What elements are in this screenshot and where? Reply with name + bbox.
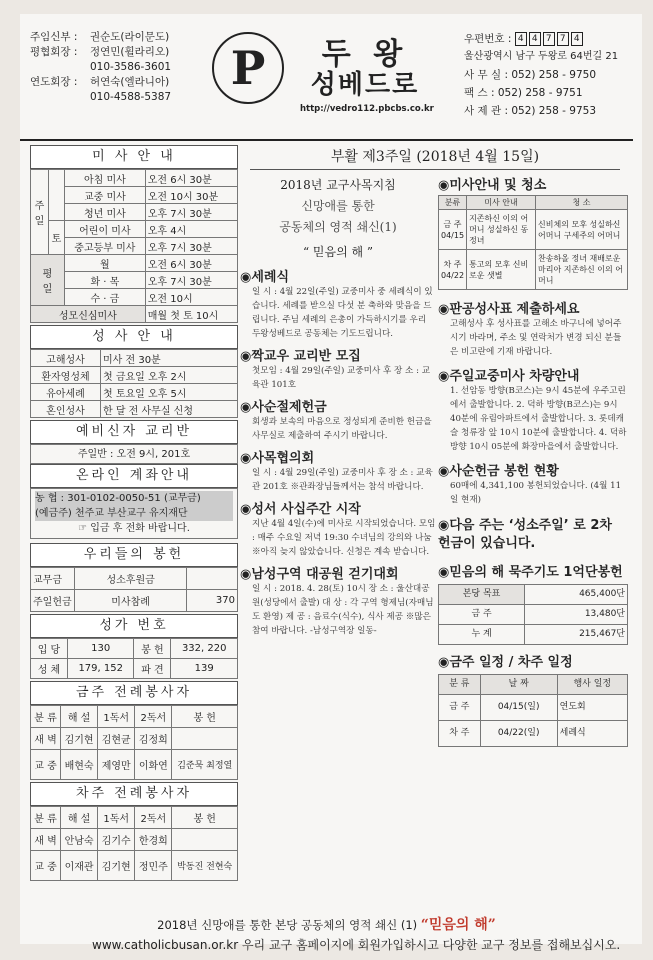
server-cell: 제영만 (98, 750, 135, 780)
article-title: ◉사목협의회 (240, 451, 315, 466)
servers-head: 봉 헌 (172, 706, 238, 728)
offering-title: 우리들의 봉헌 (30, 543, 238, 567)
mass-table (30, 169, 238, 323)
server-cell: 박동진 전현숙 (172, 851, 238, 881)
mc-cell: 금 주 04/15 (439, 210, 467, 250)
header-contact (464, 30, 618, 120)
theme-line3: 공동체의 영적 쇄신(1) (279, 220, 397, 234)
account-holder: (예금주) 천주교 부산교구 유지재단 (35, 506, 233, 521)
office-label: 사 무 실 : (464, 69, 508, 81)
sacrament-time: 미사 전 30분 (101, 350, 238, 367)
sacrament-name: 환자영성체 (31, 367, 101, 384)
account-title: 온라인 계좌안내 (30, 464, 238, 488)
rectory-phone: 052) 258 - 9753 (511, 105, 597, 117)
server-cell: 정민주 (135, 851, 172, 881)
hymn-label: 파 견 (134, 659, 171, 679)
article-title: ◉다음 주는 ‘성소주일’ 로 2차 헌금이 있습니다. (438, 518, 612, 551)
holy-hour-time: 매월 첫 토 10시 (145, 306, 237, 323)
account-box (30, 488, 238, 539)
sched-head: 행사 일정 (557, 675, 627, 695)
offering-label: 교무금 (31, 568, 75, 590)
mc-cell: 통고의 모후 신비로운 샛별 (467, 250, 536, 290)
catechumen-title: 예비신자 교리반 (30, 420, 238, 444)
article-body: 60매에 4,341,100 봉헌되었습니다. (4월 11일 현재) (450, 481, 622, 505)
this-week-servers-title: 금주 전례봉사자 (30, 681, 238, 705)
article-body: 일 시 : 4월 29일(주일) 교중미사 후 장 소 : 교육관 201호 ※관좌장님들께서는 참석 바랍니다. (252, 468, 433, 492)
league-phone: 010-4588-5387 (90, 91, 172, 103)
league-label: 연도회장 : (30, 76, 78, 88)
header-divider (20, 139, 633, 141)
servers-head: 해 설 (61, 807, 98, 829)
article-body: 고해성사 후 성사표를 고해소 바구니에 넣어주시기 바라며, 주소 및 연락처가 변경 되신 분들은 비고란에 기재 바랍니다. (450, 319, 622, 357)
league-name: 허연숙(엘라니아) (90, 76, 170, 88)
sacrament-name: 혼인성사 (31, 401, 101, 418)
left-column (30, 145, 238, 881)
article (438, 517, 628, 553)
rectory-label: 사 제 관 : (464, 105, 508, 117)
fund-label: 금 주 (439, 605, 525, 625)
article-title: ◉세례식 (240, 270, 290, 285)
fund-value: 215,467단 (525, 625, 628, 645)
parish-logo: P (212, 32, 284, 104)
mass-time: 오전 6시 30분 (145, 170, 237, 187)
mc-head: 분류 (439, 196, 467, 210)
zip-digit: 4 (529, 32, 541, 46)
schedule-title: ◉금주 일정 / 차주 일정 (438, 655, 573, 670)
article (438, 464, 628, 507)
mass-time: 오전 10시 30분 (145, 187, 237, 204)
fax-phone: 052) 258 - 9751 (497, 87, 583, 99)
article-title: ◉주일교중미사 차량안내 (438, 369, 580, 384)
offering-value (187, 568, 238, 590)
sacrament-table (30, 349, 238, 418)
sacrament-time: 첫 금요일 오후 2시 (101, 367, 238, 384)
article-title: ◉남성구역 대공원 걷기대회 (240, 567, 399, 582)
sched-cell: 04/22(일) (480, 721, 557, 747)
sched-cell: 04/15(일) (480, 695, 557, 721)
fund-table (438, 584, 628, 645)
mass-name: 청년 미사 (65, 204, 146, 221)
server-cell: 김현균 (98, 728, 135, 750)
council-name: 정연민(휠라리오) (90, 46, 170, 58)
mass-time: 오후 7시 30분 (145, 238, 237, 255)
server-cell: 배현숙 (61, 750, 98, 780)
server-cell: 김정희 (135, 728, 172, 750)
parish-title (300, 37, 430, 100)
theme-line4: “ 믿음의 해 ” (302, 245, 374, 259)
account-note: ☞ 입금 후 전화 바랍니다. (78, 523, 190, 534)
hymn-number: 139 (171, 659, 238, 679)
hymn-number: 332, 220 (171, 639, 238, 659)
mass-time: 오전 10시 (145, 289, 237, 306)
footer-theme-text: 2018년 신망애를 통한 본당 공동체의 영적 쇄신 (1) (157, 918, 418, 932)
article (438, 369, 628, 454)
council-phone: 010-3586-3601 (90, 61, 172, 73)
sunday-label: 주 일 (31, 170, 49, 255)
right-column (438, 174, 628, 747)
sacrament-time: 첫 토요일 오후 5시 (101, 384, 238, 401)
hymn-label: 봉 헌 (134, 639, 171, 659)
mass-name: 아침 미사 (65, 170, 146, 187)
mass-name: 어린이 미사 (65, 221, 146, 238)
mass-name: 월 (65, 255, 146, 272)
mc-cell: 차 주 04/22 (439, 250, 467, 290)
council-label: 평협회장 : (30, 46, 78, 58)
footer-website[interactable]: www.catholicbusan.or.kr 우리 교구 홈페이지에 회원가입하시고 다양한 교구 정보를 접해보십시오. (92, 938, 621, 952)
schedule-table (438, 674, 628, 747)
servers-head: 해 설 (61, 706, 98, 728)
fund-label: 누 계 (439, 625, 525, 645)
article-title: ◉사순헌금 봉헌 현황 (438, 464, 559, 479)
sacrament-time: 한 달 전 사무실 신청 (101, 401, 238, 418)
mass-name: 교중 미사 (65, 187, 146, 204)
mass-cleaning-table (438, 195, 628, 290)
theme-line1: 2018년 교구사목지침 (280, 178, 396, 192)
saturday-label: 토 (49, 221, 65, 255)
sacrament-name: 고해성사 (31, 350, 101, 367)
server-cell (172, 728, 238, 750)
server-cell: 이재관 (61, 851, 98, 881)
account-number: 농 협 : 301-0102-0050-51 (교무금) (35, 491, 233, 506)
server-cell: 새 벽 (31, 829, 61, 851)
server-cell: 안남숙 (61, 829, 98, 851)
fund-label: 본당 목표 (439, 585, 525, 605)
server-cell: 김준묵 최정열 (172, 750, 238, 780)
article-body: 일 시 : 4월 22일(주일) 교중미사 중 세례식이 있습니다. 세례를 받으실 다섯 분 축하와 맞음을 드립니다. 주님 세례의 은총이 가득하시기를 우리 두왕성베드로 공동체는 기도드립니다. (252, 287, 433, 339)
theme-line2: 신망애를 통한 (301, 199, 375, 213)
fund-title: ◉믿음의 해 묵주기도 1억단봉헌 (438, 565, 623, 580)
server-cell: 김기현 (61, 728, 98, 750)
article-title: ◉짝교우 교리반 모집 (240, 349, 361, 364)
this-week-servers-table (30, 705, 238, 780)
article (240, 502, 436, 559)
article (240, 400, 436, 443)
next-week-servers-title: 차주 전례봉사자 (30, 782, 238, 806)
servers-head: 분 류 (31, 706, 61, 728)
mass-name: 중고등부 미사 (65, 238, 146, 255)
office-phone: 052) 258 - 9750 (511, 69, 597, 81)
mass-name: 수 · 금 (65, 289, 146, 306)
servers-head: 봉 헌 (172, 807, 238, 829)
server-cell: 한경희 (135, 829, 172, 851)
catechumen-info: 주일반 : 오전 9시, 201호 (30, 444, 238, 464)
mass-time: 오후 7시 30분 (145, 204, 237, 221)
server-cell: 새 벽 (31, 728, 61, 750)
parish-url[interactable]: http://vedro112.pbcbs.co.kr (300, 104, 434, 114)
zip-boxes (515, 32, 583, 46)
zip-digit: 7 (557, 32, 569, 46)
mass-title: 미 사 안 내 (30, 145, 238, 169)
next-week-servers-table (30, 806, 238, 881)
article-title: ◉판공성사표 제출하세요 (438, 302, 580, 317)
server-cell (172, 829, 238, 851)
address: 울산광역시 남구 두왕로 64번길 21 (464, 51, 619, 62)
holy-hour-label: 성모신심미사 (31, 306, 146, 323)
pastor-label: 주임신부 : (30, 31, 78, 43)
hymn-number: 179, 152 (67, 659, 134, 679)
hymn-number: 130 (67, 639, 134, 659)
servers-head: 분 류 (31, 807, 61, 829)
parish-title-line1: 두 왕 (321, 37, 409, 72)
hymn-label: 입 당 (31, 639, 68, 659)
mc-cell: 찬송하올 정녀 재배로운 마리아 지존하신 이의 어머니 (536, 250, 628, 290)
sched-cell: 연도회 (557, 695, 627, 721)
mass-time: 오후 7시 30분 (145, 272, 237, 289)
article-title: ◉사순절제헌금 (240, 400, 327, 415)
sacrament-name: 유아세례 (31, 384, 101, 401)
offering-label: 주일헌금 (31, 590, 75, 612)
mass-time: 오후 4시 (145, 221, 237, 238)
middle-column (240, 174, 436, 638)
sched-head: 분 류 (439, 675, 481, 695)
weekday-label: 평 일 (31, 255, 65, 306)
server-cell: 교 중 (31, 851, 61, 881)
offering-label: 성소후원금 (75, 568, 187, 590)
liturgical-date: 부활 제3주일 (2018년 4월 15일) (250, 146, 620, 170)
hymns-title: 성가 번호 (30, 614, 238, 638)
server-cell: 김기수 (98, 829, 135, 851)
mc-head: 미사 안내 (467, 196, 536, 210)
servers-head: 1독서 (98, 807, 135, 829)
parish-title-line2: 성베드로 (310, 70, 420, 100)
offering-label: 미사참례 (75, 590, 187, 612)
zip-digit: 7 (543, 32, 555, 46)
article-body: 회생과 보속의 마음으로 정성되게 준비한 헌금을 사무실로 제출하여 주시기 바랍니다. (252, 417, 432, 441)
article-body: 첫모임 : 4월 29일(주일) 교중미사 후 장 소 : 교육관 101호 (252, 366, 431, 390)
sched-cell: 차 주 (439, 721, 481, 747)
sched-head: 날 짜 (480, 675, 557, 695)
footer-theme-emphasis: “믿음의 해” (420, 917, 496, 933)
server-cell: 김기현 (98, 851, 135, 881)
mass-time: 오전 6시 30분 (145, 255, 237, 272)
sched-cell: 세례식 (557, 721, 627, 747)
footer-theme (0, 914, 653, 934)
article (240, 567, 436, 638)
fund-value: 13,480단 (525, 605, 628, 625)
mc-cell: 신비체의 모후 성실하신 어머니 구세주의 어머니 (536, 210, 628, 250)
article (438, 302, 628, 359)
article-body: 1. 선암동 방향(B코스)는 9시 45분에 우주고린에서 출발합니다. 2. 덕하 방향(B코스)는 9시 40분에 유림아파트에서 출발합니다. 3. 롯데캐슬 청류장 앞 10시 10분에 출발합니다. 4. 덕하 방향 10시 05분에 화장마을에서 출발합니다. (450, 386, 627, 452)
article (240, 349, 436, 392)
fax-label: 팩 스 : (464, 87, 495, 99)
offering-value: 370 (187, 590, 238, 612)
article-body: 지난 4월 4일(수)에 미사로 시작되었습니다. 모임 : 매주 수요일 저녁 19:30 수녀님의 강의와 나눔 ※아직 늦지 않았습니다. 신청은 계속 받습니다. (252, 519, 436, 557)
hymn-label: 성 체 (31, 659, 68, 679)
servers-head: 1독서 (98, 706, 135, 728)
article-body: 일 시 : 2018. 4. 28(토) 10시 장 소 : 울산대공원(성당에서 출발) 대 상 : 각 구역 형제님(자매님도 환영) 제 공 : 음료수(식수), 식사 제공 ※많은 참여 바랍니다. -남성구역장 일동- (252, 584, 434, 636)
zip-digit: 4 (571, 32, 583, 46)
article (240, 451, 436, 494)
servers-head: 2독서 (135, 807, 172, 829)
zip-label: 우편번호 : (464, 33, 512, 45)
mass-name: 화 · 목 (65, 272, 146, 289)
offering-table (30, 567, 238, 612)
mass-cleaning-title: ◉미사안내 및 청소 (438, 178, 547, 193)
hymns-table (30, 638, 238, 679)
mc-head: 청 소 (536, 196, 628, 210)
zip-digit: 4 (515, 32, 527, 46)
mc-cell: 지존하신 이의 어머니 성실하신 동정녀 (467, 210, 536, 250)
sacrament-title: 성 사 안 내 (30, 325, 238, 349)
header-staff (30, 30, 171, 105)
fund-value: 465,400단 (525, 585, 628, 605)
article (240, 270, 436, 341)
server-cell: 이화연 (135, 750, 172, 780)
sched-cell: 금 주 (439, 695, 481, 721)
server-cell: 교 중 (31, 750, 61, 780)
pastor-name: 권순도(라이문도) (90, 31, 170, 43)
article-title: ◉성서 사십주간 시작 (240, 502, 361, 517)
servers-head: 2독서 (135, 706, 172, 728)
